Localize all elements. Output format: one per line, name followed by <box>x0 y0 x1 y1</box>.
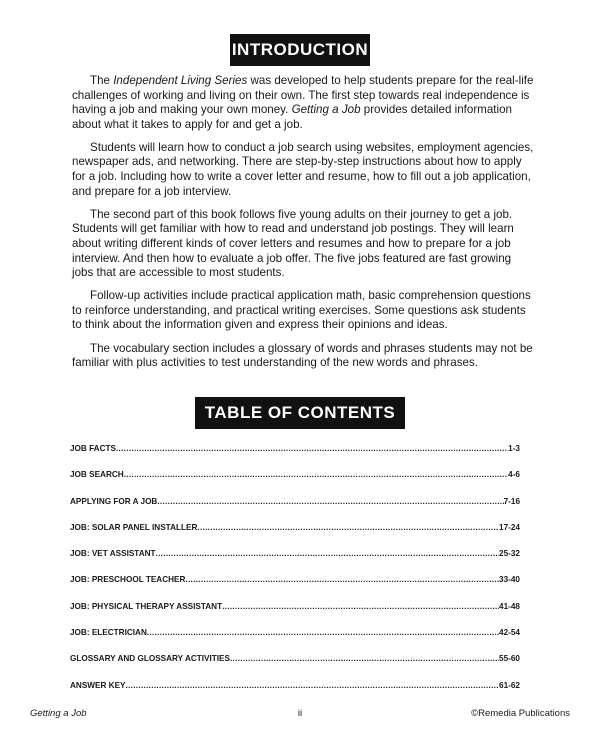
toc-leader-dots <box>230 654 499 663</box>
toc-entry-title: JOB SEARCH <box>70 470 124 480</box>
intro-p1-text-b: was developed to help students prepare for the real-life challenges of working and living on their own. The first step towards real independence is having a job and making your own money. <box>72 74 534 117</box>
toc-entry <box>70 523 520 549</box>
footer-book-title: Getting a Job <box>30 708 87 719</box>
footer-page-number: ii <box>297 708 303 719</box>
toc-entry-pages: 7-16 <box>503 496 520 506</box>
toc-entry-pages: 55-60 <box>499 654 520 664</box>
toc-entry <box>70 549 520 575</box>
intro-paragraph-2: Students will learn how to conduct a job search using websites, employment agencies, newspaper ads, and networking. There are step-by-step instructions about how to apply for a job. Including how to write a cover letter and resume, how to fill out a job application, and prepare for a job interview. <box>72 140 534 198</box>
toc-leader-dots <box>116 444 508 453</box>
toc-leader-dots <box>156 549 500 558</box>
series-title: Independent Living Series <box>113 74 248 87</box>
intro-paragraph-3: The second part of this book follows five young adults on their journey to get a job. Students will get familiar with how to read and understand job postings. They will learn about writing different kinds of cover letters and resumes and how to prepare for a job interview. And then how to evaluate a job offer. The five jobs featured are fast growing jobs that are accessible to most students. <box>72 207 514 280</box>
footer-publisher: ©Remedia Publications <box>471 708 570 719</box>
toc-leader-dots <box>222 602 499 611</box>
intro-paragraph-4: Follow-up activities include practical application math, basic comprehension questions to reinforce understanding, and practical writing exercises. Some questions ask students to think about the information given and express their opinions and ideas. <box>72 289 531 332</box>
toc-entry <box>70 628 520 654</box>
intro-paragraph-5: The vocabulary section includes a glossary of words and phrases students may not be familiar with plus activities to test understanding of the new words and phrases. <box>72 341 533 370</box>
introduction-body <box>72 74 534 379</box>
toc-entry-pages: 17-24 <box>499 522 520 532</box>
toc-entry-pages: 61-62 <box>499 680 520 690</box>
toc-entry-pages: 41-48 <box>499 601 520 611</box>
toc-leader-dots <box>124 470 508 479</box>
intro-paragraph-1 <box>72 74 534 132</box>
book-title: Getting a Job <box>291 103 361 117</box>
intro-p1-text-c: provides detailed information about what it takes to apply for and get a job. <box>72 103 512 131</box>
toc-entry <box>70 654 520 680</box>
toc-leader-dots <box>185 575 499 584</box>
toc-entry-title: JOB: PRESCHOOL TEACHER <box>70 575 186 585</box>
toc-entry <box>70 497 520 523</box>
toc-entry <box>70 470 520 496</box>
toc-entry-pages: 1-3 <box>508 444 520 453</box>
toc-leader-dots <box>147 628 499 637</box>
toc-leader-dots <box>157 497 503 506</box>
toc-leader-dots <box>197 523 499 532</box>
toc-entry-title: ANSWER KEY <box>70 680 126 690</box>
toc-entry-title: JOB FACTS <box>70 444 116 453</box>
toc-entry <box>70 602 520 628</box>
table-of-contents <box>70 444 520 707</box>
intro-p1-text-a: The <box>90 74 114 87</box>
toc-entry-pages: 33-40 <box>499 575 520 585</box>
toc-entry-title: JOB: VET ASSISTANT <box>70 549 156 559</box>
toc-leader-dots <box>126 681 500 690</box>
toc-entry-title: GLOSSARY AND GLOSSARY ACTIVITIES <box>70 654 230 664</box>
toc-entry <box>70 681 520 707</box>
toc-entry-pages: 25-32 <box>499 549 520 559</box>
table-of-contents-heading: TABLE OF CONTENTS <box>195 397 405 429</box>
toc-entry-pages: 42-54 <box>499 628 520 638</box>
toc-entry-title: JOB: PHYSICAL THERAPY ASSISTANT <box>70 601 223 611</box>
toc-entry-pages: 4-6 <box>508 470 520 480</box>
toc-entry-title: JOB: ELECTRICIAN <box>70 628 147 638</box>
toc-entry-title: APPLYING FOR A JOB <box>70 496 158 506</box>
toc-entry-title: JOB: SOLAR PANEL INSTALLER <box>70 522 198 532</box>
toc-entry <box>70 444 520 470</box>
toc-entry <box>70 575 520 601</box>
introduction-heading: INTRODUCTION <box>230 34 370 66</box>
